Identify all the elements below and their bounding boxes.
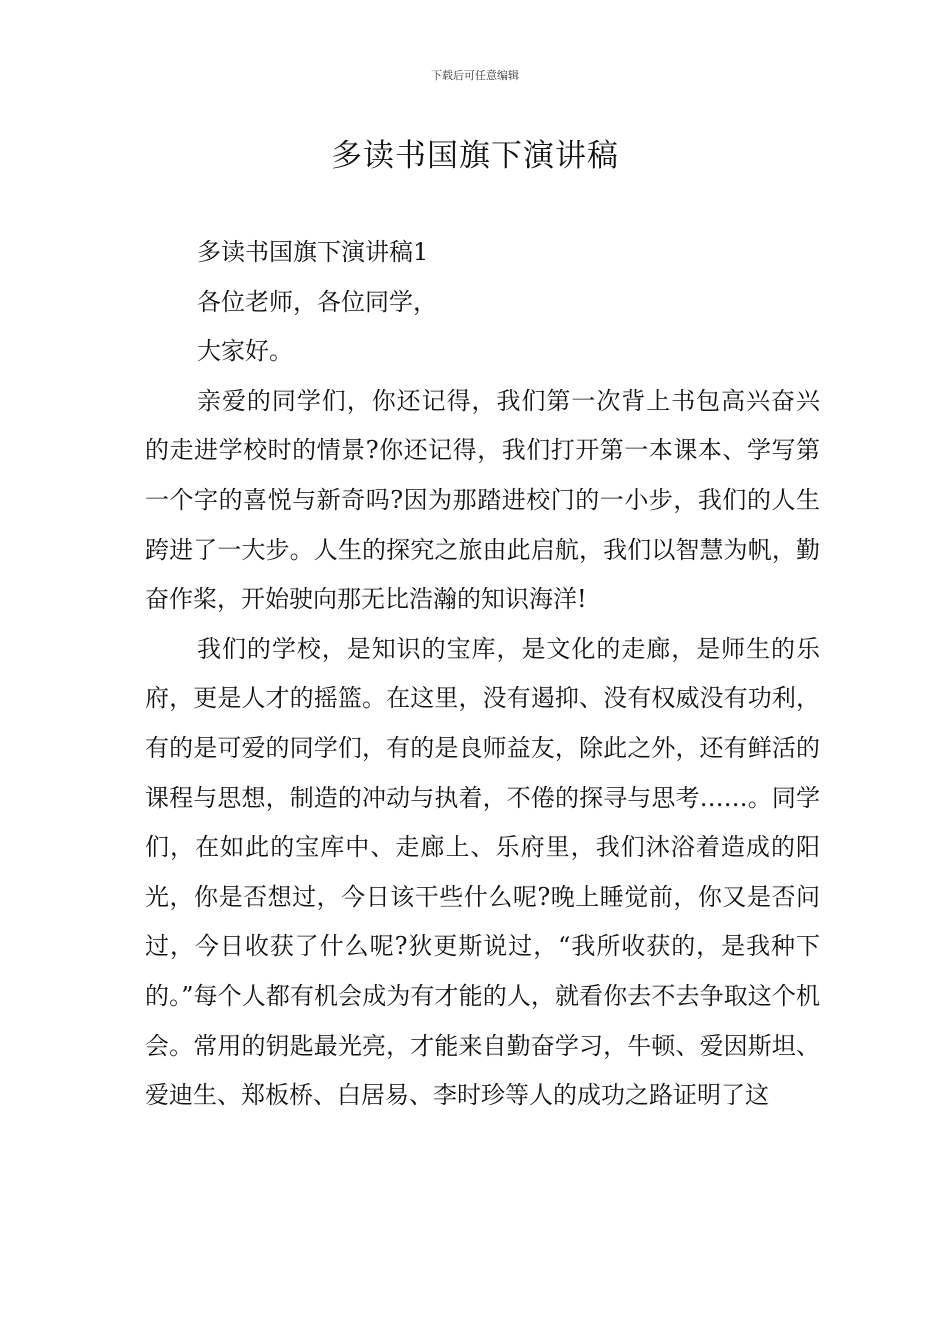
document-title: 多读书国旗下演讲稿	[331, 138, 619, 174]
greeting-paragraph: 各位老师，各位同学，	[197, 287, 437, 316]
salutation-paragraph: 大家好。	[197, 337, 293, 366]
body-paragraph-1: 亲爱的同学们，你还记得，我们第一次背上书包高兴奋兴的走进学校时的情景?你还记得，我们打开第一本课本、学写第一个字的喜悦与新奇吗?因为那踏进校门的一小步，我们的人生跨进了一大步。人生的探究之旅由此启航，我们以智慧为帆，勤奋作桨，开始驶向那无比浩瀚的知识海洋!	[145, 386, 820, 614]
body-paragraph-2: 我们的学校，是知识的宝库，是文化的走廊，是师生的乐府，更是人才的摇篮。在这里，没有遏抑、没有权威没有功利，有的是可爱的同学们，有的是良师益友，除此之外，还有鲜活的课程与思想，制造的冲动与执着，不倦的探寻与思考……。同学们，在如此的宝库中、走廊上、乐府里，我们沐浴着造成的阳光，你是否想过，今日该干些什么呢?晚上睡觉前，你又是否问过，今日收获了什么呢?狄更斯说过，“我所收获的，是我种下的。”每个人都有机会成为有才能的人，就看你去不去争取这个机会。常用的钥匙最光亮，才能来自勤奋学习，牛顿、爱因斯坦、爱迪生、郑板桥、白居易、李时珍等人的成功之路证明了这	[145, 634, 820, 1110]
header-note: 下载后可任意编辑	[431, 69, 519, 82]
document-body	[145, 228, 820, 1121]
subtitle-paragraph: 多读书国旗下演讲稿1	[197, 238, 429, 266]
